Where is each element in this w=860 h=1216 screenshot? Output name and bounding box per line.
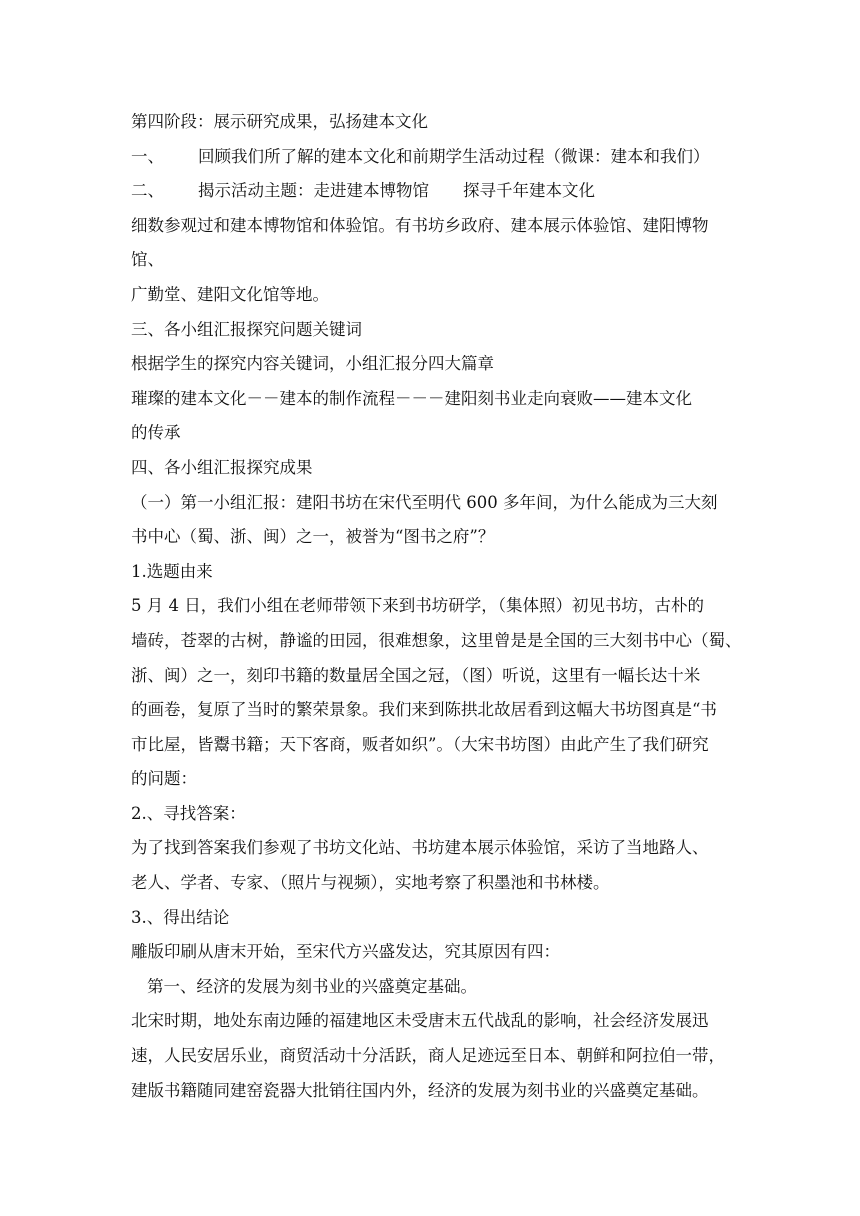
paragraph-line: 的传承 xyxy=(131,423,181,443)
paragraph-line: 速，人民安居乐业，商贸活动十分活跃，商人足迹远至日本、朝鲜和阿拉伯一带， xyxy=(131,1046,725,1066)
list-marker-2: 二、 xyxy=(131,181,164,201)
subheading-conclusion: 3.、得出结论 xyxy=(131,907,230,927)
paragraph-line: 璀璨的建本文化－－建本的制作流程－－－建阳刻书业走向衰败——建本文化 xyxy=(131,388,692,408)
list-marker-1: 一、 xyxy=(131,146,164,166)
stage-heading: 第四阶段：展示研究成果，弘扬建本文化 xyxy=(131,112,428,131)
subheading-topic-origin: 1.选题由来 xyxy=(131,561,213,581)
paragraph-line: 北宋时期，地处东南边陲的福建地区未受唐末五代战乱的影响，社会经济发展迅 xyxy=(131,1011,709,1031)
paragraph-line: 浙、闽）之一，刻印书籍的数量居全国之冠，（图）听说，这里有一幅长达十米 xyxy=(131,665,701,685)
paragraph-line: （一）第一小组汇报：建阳书坊在宋代至明代 600 多年间，为什么能成为三大刻 xyxy=(131,492,718,512)
section-heading-4: 四、各小组汇报探究成果 xyxy=(131,457,313,477)
paragraph-line: 广勤堂、建阳文化馆等地。 xyxy=(131,284,329,304)
list-item-1 xyxy=(131,140,733,175)
paragraph-line: 的画卷，复原了当时的繁荣景象。我们来到陈拱北故居看到这幅大书坊图真是“书 xyxy=(131,700,717,720)
paragraph-line: 书中心（蜀、浙、闽）之一，被誉为“图书之府”？ xyxy=(131,527,495,547)
list-text-1: 回顾我们所了解的建本文化和前期学生活动过程（微课：建本和我们） xyxy=(198,146,710,166)
document-page xyxy=(131,105,742,1108)
paragraph-line: 细数参观过和建本博物馆和体验馆。有书坊乡政府、建本展示体验馆、建阳博物 xyxy=(131,215,709,235)
paragraph-line: 建版书籍随同建窑瓷器大批销往国内外，经济的发展为刻书业的兴盛奠定基础。 xyxy=(131,1080,709,1100)
paragraph-line: 馆、 xyxy=(131,250,164,270)
reason-heading-1: 第一、经济的发展为刻书业的兴盛奠定基础。 xyxy=(147,976,477,996)
subheading-find-answer: 2.、寻找答案： xyxy=(131,803,246,823)
paragraph-line: 雕版印刷从唐末开始，至宋代方兴盛发达，究其原因有四： xyxy=(131,942,560,962)
list-item-2 xyxy=(131,174,733,209)
list-text-2a: 揭示活动主题：走进建本博物馆 xyxy=(198,181,429,201)
paragraph-line: 为了找到答案我们参观了书坊文化站、书坊建本展示体验馆，采访了当地路人、 xyxy=(131,838,709,858)
paragraph-line: 老人、学者、专家、（照片与视频），实地考察了积墨池和书林楼。 xyxy=(131,873,610,893)
paragraph-line: 5 月 4 日，我们小组在老师带领下来到书坊研学，（集体照）初见书坊，古朴的 xyxy=(131,596,704,616)
list-text-2b: 探寻千年建本文化 xyxy=(463,181,595,201)
paragraph-line: 根据学生的探究内容关键词，小组汇报分四大篇章 xyxy=(131,354,494,374)
section-heading-3: 三、各小组汇报探究问题关键词 xyxy=(131,319,362,339)
paragraph-line: 墙砖，苍翠的古树，静谧的田园，很难想象，这里曾是是全国的三大刻书中心（蜀、 xyxy=(131,630,742,650)
paragraph-line: 的问题： xyxy=(131,769,197,789)
paragraph-line: 市比屋，皆鬻书籍；天下客商，贩者如织”。（大宋书坊图）由此产生了我们研究 xyxy=(131,734,709,754)
